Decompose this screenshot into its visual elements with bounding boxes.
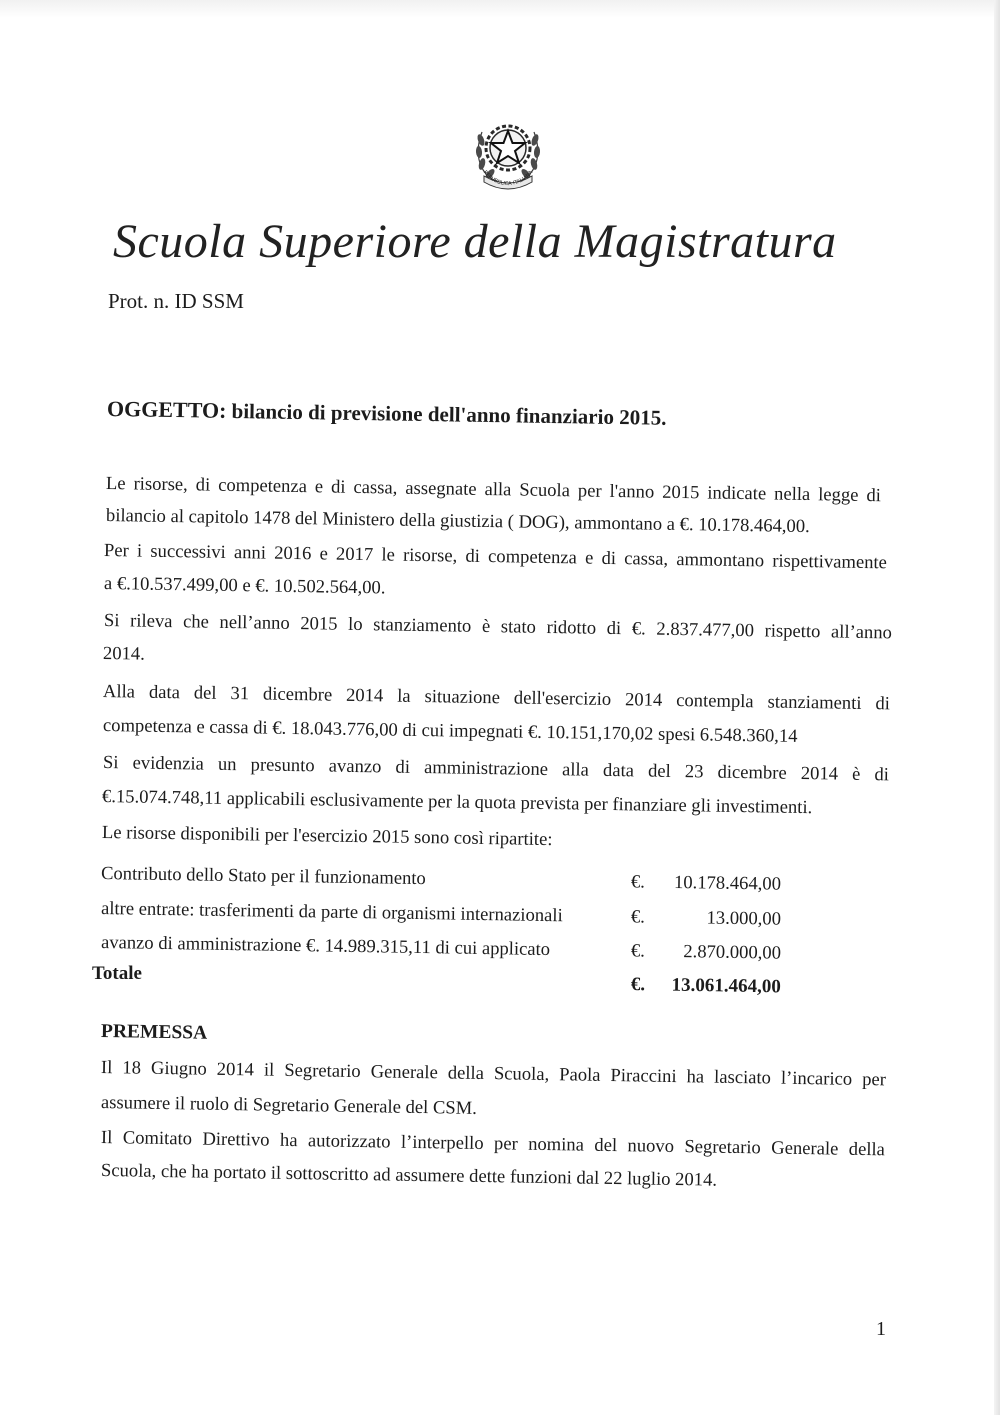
school-title: Scuola Superiore della Magistratura xyxy=(113,215,837,268)
body-line: Si evidenzia un presunto avanzo di amministrazione alla data del 23 dicembre 2014 è di xyxy=(102,752,890,786)
allocation-row xyxy=(101,863,781,900)
subject-text: bilancio di previsione dell'anno finanziario 2015. xyxy=(226,398,667,430)
allocation-description: avanzo di amministrazione €. 14.989.315,11 di cui applicato xyxy=(100,932,551,961)
allocation-row xyxy=(101,898,781,935)
body-line: €.15.074.748,11 applicabili esclusivamente per la quota prevista per finanziare gli investimenti. xyxy=(101,786,813,819)
body-line: Le risorse disponibili per l'esercizio 2015 sono così ripartite: xyxy=(101,822,553,851)
italian-republic-emblem-icon xyxy=(468,110,548,192)
body-line: Le risorse, di competenza e di cassa, assegnate alla Scuola per l'anno 2015 indicate nella legge di xyxy=(105,473,882,507)
body-line: 2014. xyxy=(102,643,146,665)
premessa-line: assumere il ruolo di Segretario Generale del CSM. xyxy=(100,1092,478,1119)
currency-symbol: €. xyxy=(630,871,646,893)
premessa-line: Scuola, che ha portato il sottoscritto ad assumere dette funzioni dal 22 luglio 2014. xyxy=(100,1160,718,1191)
body-line: Alla data del 31 dicembre 2014 la situazione dell'esercizio 2014 contempla stanziamenti di xyxy=(102,681,891,715)
allocation-amount: 13.000,00 xyxy=(706,907,782,930)
allocation-description: altre entrate: trasferimenti da parte di organismi internazionali xyxy=(100,898,563,927)
premessa-line: Il 18 Giugno 2014 il Segretario Generale della Scuola, Paola Piraccini ha lasciato l’incarico per xyxy=(100,1057,887,1091)
protocol-number: Prot. n. ID SSM xyxy=(108,289,244,313)
svg-text:REPUBBLICA ITALIANA: REPUBBLICA ITALIANA xyxy=(481,169,535,188)
allocation-row xyxy=(101,932,781,969)
subject-label: OGGETTO: xyxy=(106,396,227,423)
body-line: competenza e cassa di €. 18.043.776,00 di cui impegnati €. 10.151,170,02 spesi 6.548.360,14 xyxy=(102,715,798,747)
total-label: Totale xyxy=(92,963,142,984)
premessa-title: PREMESSA xyxy=(100,1021,208,1044)
currency-symbol: €. xyxy=(630,940,646,962)
body-line: a €.10.537.499,00 e €. 10.502.564,00. xyxy=(103,573,386,599)
scan-top-shadow xyxy=(0,0,1000,18)
page-number: 1 xyxy=(876,1318,886,1340)
allocation-description: Contributo dello Stato per il funzionamento xyxy=(100,863,426,890)
allocation-amount: 10.178.464,00 xyxy=(673,872,782,895)
currency-symbol: €. xyxy=(630,906,646,928)
body-line: Si rileva che nell’anno 2015 lo stanziamento è stato ridotto di €. 2.837.477,00 rispetto all’anno xyxy=(103,610,893,644)
subject-line xyxy=(107,396,667,431)
allocation-amount: 2.870.000,00 xyxy=(683,941,782,964)
body-line: Per i successivi anni 2016 e 2017 le risorse, di competenza e di cassa, ammontano rispettivamente xyxy=(103,540,888,574)
total-amount: 13.061.464,00 xyxy=(671,974,781,998)
premessa-line: Il Comitato Direttivo ha autorizzato l’interpello per nomina del nuovo Segretario Generale della xyxy=(100,1127,886,1161)
currency-symbol: €. xyxy=(630,974,646,996)
total-amount-row xyxy=(630,974,781,998)
body-line: bilancio al capitolo 1478 del Ministero della giustizia ( DOG), ammontano a €. 10.178.464,00. xyxy=(105,505,810,538)
scan-edge-shadow xyxy=(994,0,1000,1415)
